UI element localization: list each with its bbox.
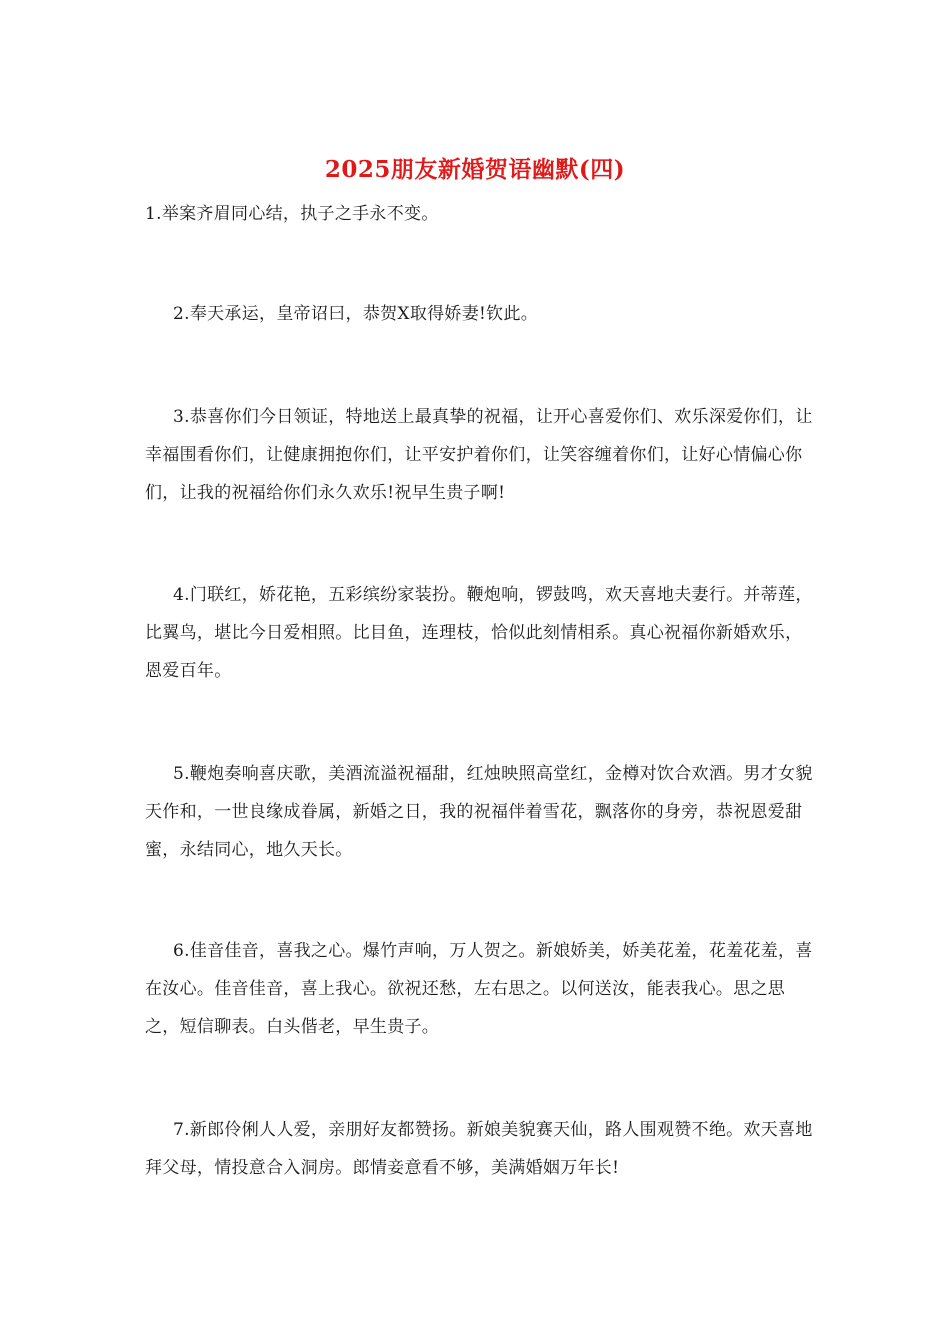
paragraph-5: 5.鞭炮奏响喜庆歌，美酒流溢祝福甜，红烛映照高堂红，金樽对饮合欢酒。男才女貌天作和，一世良缘成眷属，新婚之日，我的祝福伴着雪花，飘落你的身旁，恭祝恩爱甜蜜，永结同心，地久天长。 [145, 764, 813, 860]
paragraph-3: 3.恭喜你们今日领证，特地送上最真挚的祝福，让开心喜爱你们、欢乐深爱你们，让幸福围看你们，让健康拥抱你们，让平安护着你们，让笑容缠着你们，让好心情偏心你们，让我的祝福给你们永久欢乐!祝早生贵子啊! [145, 407, 813, 503]
paragraph-2: 2.奉天承运，皇帝诏曰，恭贺X取得娇妻!钦此。 [173, 304, 539, 324]
document-title: 2025朋友新婚贺语幽默(四) [324, 156, 626, 183]
paragraph-7: 7.新郎伶俐人人爱，亲朋好友都赞扬。新娘美貌赛天仙，路人围观赞不绝。欢天喜地拜父母，情投意合入洞房。郎情妾意看不够，美满婚姻万年长! [145, 1120, 813, 1178]
paragraph-1: 1.举案齐眉同心结，执子之手永不变。 [145, 204, 439, 224]
paragraph-4: 4.门联红，娇花艳，五彩缤纷家装扮。鞭炮响，锣鼓鸣，欢天喜地夫妻行。并蒂莲，比翼鸟，堪比今日爱相照。比目鱼，连理枝，恰似此刻情相系。真心祝福你新婚欢乐，恩爱百年。 [145, 585, 813, 681]
paragraph-6: 6.佳音佳音，喜我之心。爆竹声响，万人贺之。新娘娇美，娇美花羞，花羞花羞，喜在汝心。佳音佳音，喜上我心。欲祝还愁，左右思之。以何送汝，能表我心。思之思之，短信聊表。白头偕老，早生贵子。 [145, 941, 813, 1037]
